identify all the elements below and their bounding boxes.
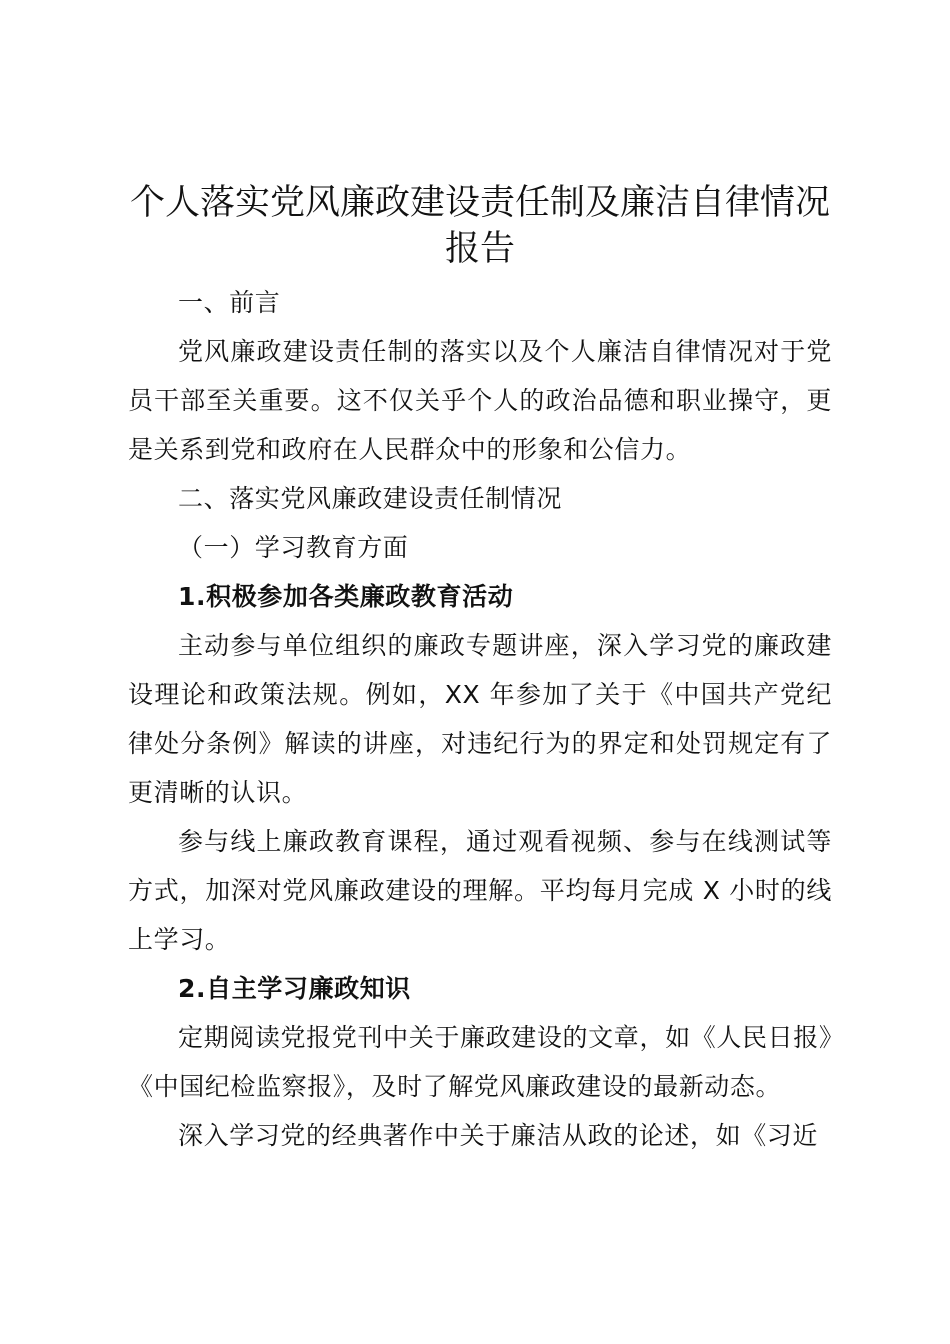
subsection-heading-study: （一）学习教育方面 (178, 533, 409, 562)
section-heading-preface: 一、前言 (178, 288, 281, 317)
paragraph-reading: 定期阅读党报党刊中关于廉政建设的文章，如《人民日报》《中国纪检监察报》，及时了解党风廉政建设的最新动态。 (128, 1023, 832, 1101)
paragraph-lectures: 主动参与单位组织的廉政专题讲座，深入学习党的廉政建设理论和政策法规。例如，XX 年参加了关于《中国共产党纪律处分条例》解读的讲座，对违纪行为的界定和处罚规定有了更清晰的认识。 (128, 631, 832, 807)
item-heading-2: 2.自主学习廉政知识 (178, 974, 411, 1003)
paragraph-online-courses: 参与线上廉政教育课程，通过观看视频、参与在线测试等方式，加深对党风廉政建设的理解。平均每月完成 X 小时的线上学习。 (128, 827, 832, 954)
item-heading-1: 1.积极参加各类廉政教育活动 (178, 582, 514, 611)
section-heading-implementation: 二、落实党风廉政建设责任制情况 (178, 484, 563, 513)
paragraph-preface: 党风廉政建设责任制的落实以及个人廉洁自律情况对于党员干部至关重要。这不仅关乎个人的政治品德和职业操守，更是关系到党和政府在人民群众中的形象和公信力。 (128, 337, 832, 464)
document-body (128, 180, 832, 1160)
paragraph-classics: 深入学习党的经典著作中关于廉洁从政的论述，如《习近 (178, 1121, 819, 1150)
document-title: 个人落实党风廉政建设责任制及廉洁自律情况报告 (129, 183, 830, 269)
